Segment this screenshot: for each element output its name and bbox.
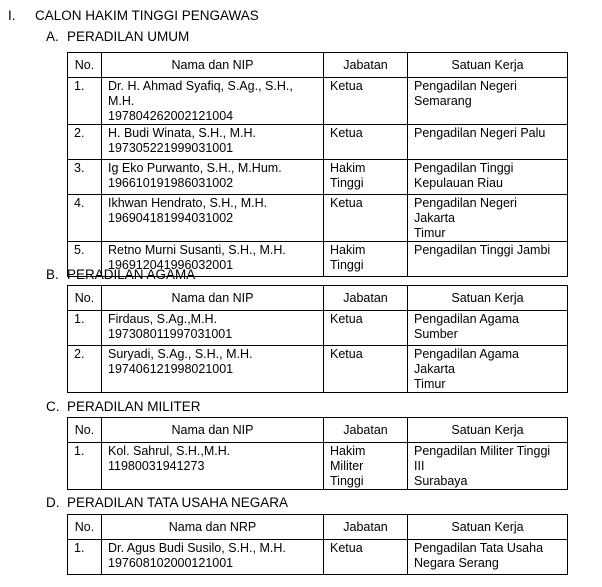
col-header-workplace: Satuan Kerja xyxy=(408,286,568,311)
cell-name-nip xyxy=(102,540,324,575)
table-header-row xyxy=(68,515,568,540)
table-row xyxy=(68,78,568,125)
candidate-name: Dr. Agus Budi Susilo, S.H., M.H. xyxy=(108,541,286,555)
cell-no: 1. xyxy=(68,540,102,575)
workplace-text: Surabaya xyxy=(414,474,468,488)
workplace-text: Pengadilan Negeri Jakarta xyxy=(414,196,517,225)
section-name: PERADILAN UMUM xyxy=(67,29,190,44)
section-letter: C. xyxy=(46,399,60,414)
section-letter: D. xyxy=(46,495,60,510)
candidate-table xyxy=(67,285,568,393)
cell-position xyxy=(324,160,408,195)
candidate-table xyxy=(67,417,568,490)
cell-position xyxy=(324,443,408,490)
heading-title: CALON HAKIM TINGGI PENGAWAS xyxy=(35,8,259,23)
table-row xyxy=(68,346,568,393)
cell-name-nip xyxy=(102,125,324,160)
candidate-table xyxy=(67,52,568,277)
cell-position xyxy=(324,125,408,160)
cell-no: 2. xyxy=(68,125,102,160)
position-text: Ketua xyxy=(330,347,363,361)
cell-no: 1. xyxy=(68,443,102,490)
candidate-table xyxy=(67,514,568,575)
cell-position xyxy=(324,540,408,575)
col-header-workplace: Satuan Kerja xyxy=(408,418,568,443)
candidate-nip: 197406121998021001 xyxy=(108,362,234,376)
position-text: Ketua xyxy=(330,126,363,140)
candidate-nip: 197608102000121001 xyxy=(108,556,234,570)
col-header-name: Nama dan NIP xyxy=(102,418,324,443)
cell-name-nip xyxy=(102,311,324,346)
workplace-text: Timur xyxy=(414,226,446,240)
position-text: Hakim Tinggi xyxy=(330,161,366,190)
table-row xyxy=(68,195,568,242)
candidate-nip: 196610191986031002 xyxy=(108,176,234,190)
cell-name-nip xyxy=(102,195,324,242)
workplace-text: Pengadilan Tinggi Jambi xyxy=(414,243,551,257)
cell-no: 1. xyxy=(68,311,102,346)
cell-workplace xyxy=(408,195,568,242)
cell-name-nip xyxy=(102,346,324,393)
section-title xyxy=(46,399,201,415)
workplace-text: Negara Serang xyxy=(414,556,499,570)
col-header-no: No. xyxy=(68,53,102,78)
table-row xyxy=(68,540,568,575)
col-header-position: Jabatan xyxy=(324,53,408,78)
cell-position xyxy=(324,242,408,277)
col-header-position: Jabatan xyxy=(324,515,408,540)
position-text: Ketua xyxy=(330,541,363,555)
cell-workplace xyxy=(408,443,568,490)
candidate-nip: 197308011997031001 xyxy=(108,327,233,341)
col-header-name: Nama dan NRP xyxy=(102,515,324,540)
candidate-nip: 197305221999031001 xyxy=(108,141,234,155)
table-header-row xyxy=(68,53,568,78)
table-row xyxy=(68,443,568,490)
cell-no: 4. xyxy=(68,195,102,242)
workplace-text: Pengadilan Negeri Palu xyxy=(414,126,546,140)
cell-name-nip xyxy=(102,78,324,125)
position-text: Hakim Militer xyxy=(330,444,366,473)
table-row xyxy=(68,125,568,160)
position-text: Tinggi xyxy=(330,474,364,488)
cell-workplace xyxy=(408,242,568,277)
candidate-name: Suryadi, S.Ag., S.H., M.H. xyxy=(108,347,253,361)
candidate-name: Firdaus, S.Ag.,M.H. xyxy=(108,312,218,326)
heading-number: I. xyxy=(8,8,16,23)
section-title xyxy=(46,29,189,45)
candidate-name: H. Budi Winata, S.H., M.H. xyxy=(108,126,256,140)
section-letter: A. xyxy=(46,29,59,44)
col-header-position: Jabatan xyxy=(324,286,408,311)
candidate-nip: 196904181994031002 xyxy=(108,211,234,225)
col-header-workplace: Satuan Kerja xyxy=(408,515,568,540)
workplace-text: Pengadilan Agama Jakarta xyxy=(414,347,519,376)
table-header-row xyxy=(68,418,568,443)
cell-workplace xyxy=(408,346,568,393)
position-text: Ketua xyxy=(330,312,363,326)
col-header-no: No. xyxy=(68,418,102,443)
candidate-name: Retno Murni Susanti, S.H., M.H. xyxy=(108,243,286,257)
workplace-text: Timur xyxy=(414,377,446,391)
cell-no: 5. xyxy=(68,242,102,277)
candidate-nip: 11980031941273 xyxy=(108,459,205,473)
col-header-no: No. xyxy=(68,515,102,540)
cell-position xyxy=(324,195,408,242)
section-letter: B. xyxy=(46,267,59,282)
workplace-text: Pengadilan Militer Tinggi III xyxy=(414,444,551,473)
cell-position xyxy=(324,311,408,346)
col-header-position: Jabatan xyxy=(324,418,408,443)
position-text: Hakim Tinggi xyxy=(330,243,366,272)
cell-name-nip xyxy=(102,160,324,195)
candidate-name: Ikhwan Hendrato, S.H., M.H. xyxy=(108,196,268,210)
workplace-text: Kepulauan Riau xyxy=(414,176,503,190)
col-header-workplace: Satuan Kerja xyxy=(408,53,568,78)
cell-no: 3. xyxy=(68,160,102,195)
candidate-nip: 196912041996032001 xyxy=(108,258,234,272)
cell-workplace xyxy=(408,78,568,125)
cell-workplace xyxy=(408,311,568,346)
workplace-text: Pengadilan Negeri xyxy=(414,79,517,93)
cell-position xyxy=(324,78,408,125)
cell-position xyxy=(324,346,408,393)
workplace-text: Pengadilan Tata Usaha xyxy=(414,541,544,555)
workplace-text: Pengadilan Tinggi xyxy=(414,161,514,175)
table-row xyxy=(68,311,568,346)
candidate-nip: 197804262002121004 xyxy=(108,109,234,123)
cell-no: 1. xyxy=(68,78,102,125)
candidate-name: Dr. H. Ahmad Syafiq, S.Ag., S.H., M.H. xyxy=(108,79,293,108)
document-heading xyxy=(8,8,259,24)
candidate-name: Ig Eko Purwanto, S.H., M.Hum. xyxy=(108,161,282,175)
cell-workplace xyxy=(408,125,568,160)
cell-name-nip xyxy=(102,443,324,490)
table-row xyxy=(68,160,568,195)
cell-no: 2. xyxy=(68,346,102,393)
col-header-name: Nama dan NIP xyxy=(102,286,324,311)
section-title xyxy=(46,267,195,283)
section-name: PERADILAN TATA USAHA NEGARA xyxy=(67,495,289,510)
table-header-row xyxy=(68,286,568,311)
candidate-name: Kol. Sahrul, S.H.,M.H. xyxy=(108,444,231,458)
workplace-text: Pengadilan Agama Sumber xyxy=(414,312,519,341)
section-name: PERADILAN AGAMA xyxy=(67,267,196,282)
col-header-name: Nama dan NIP xyxy=(102,53,324,78)
section-name: PERADILAN MILITER xyxy=(67,399,201,414)
section-title xyxy=(46,495,288,511)
position-text: Ketua xyxy=(330,79,363,93)
col-header-no: No. xyxy=(68,286,102,311)
position-text: Ketua xyxy=(330,196,363,210)
cell-workplace xyxy=(408,540,568,575)
cell-workplace xyxy=(408,160,568,195)
workplace-text: Semarang xyxy=(414,94,472,108)
